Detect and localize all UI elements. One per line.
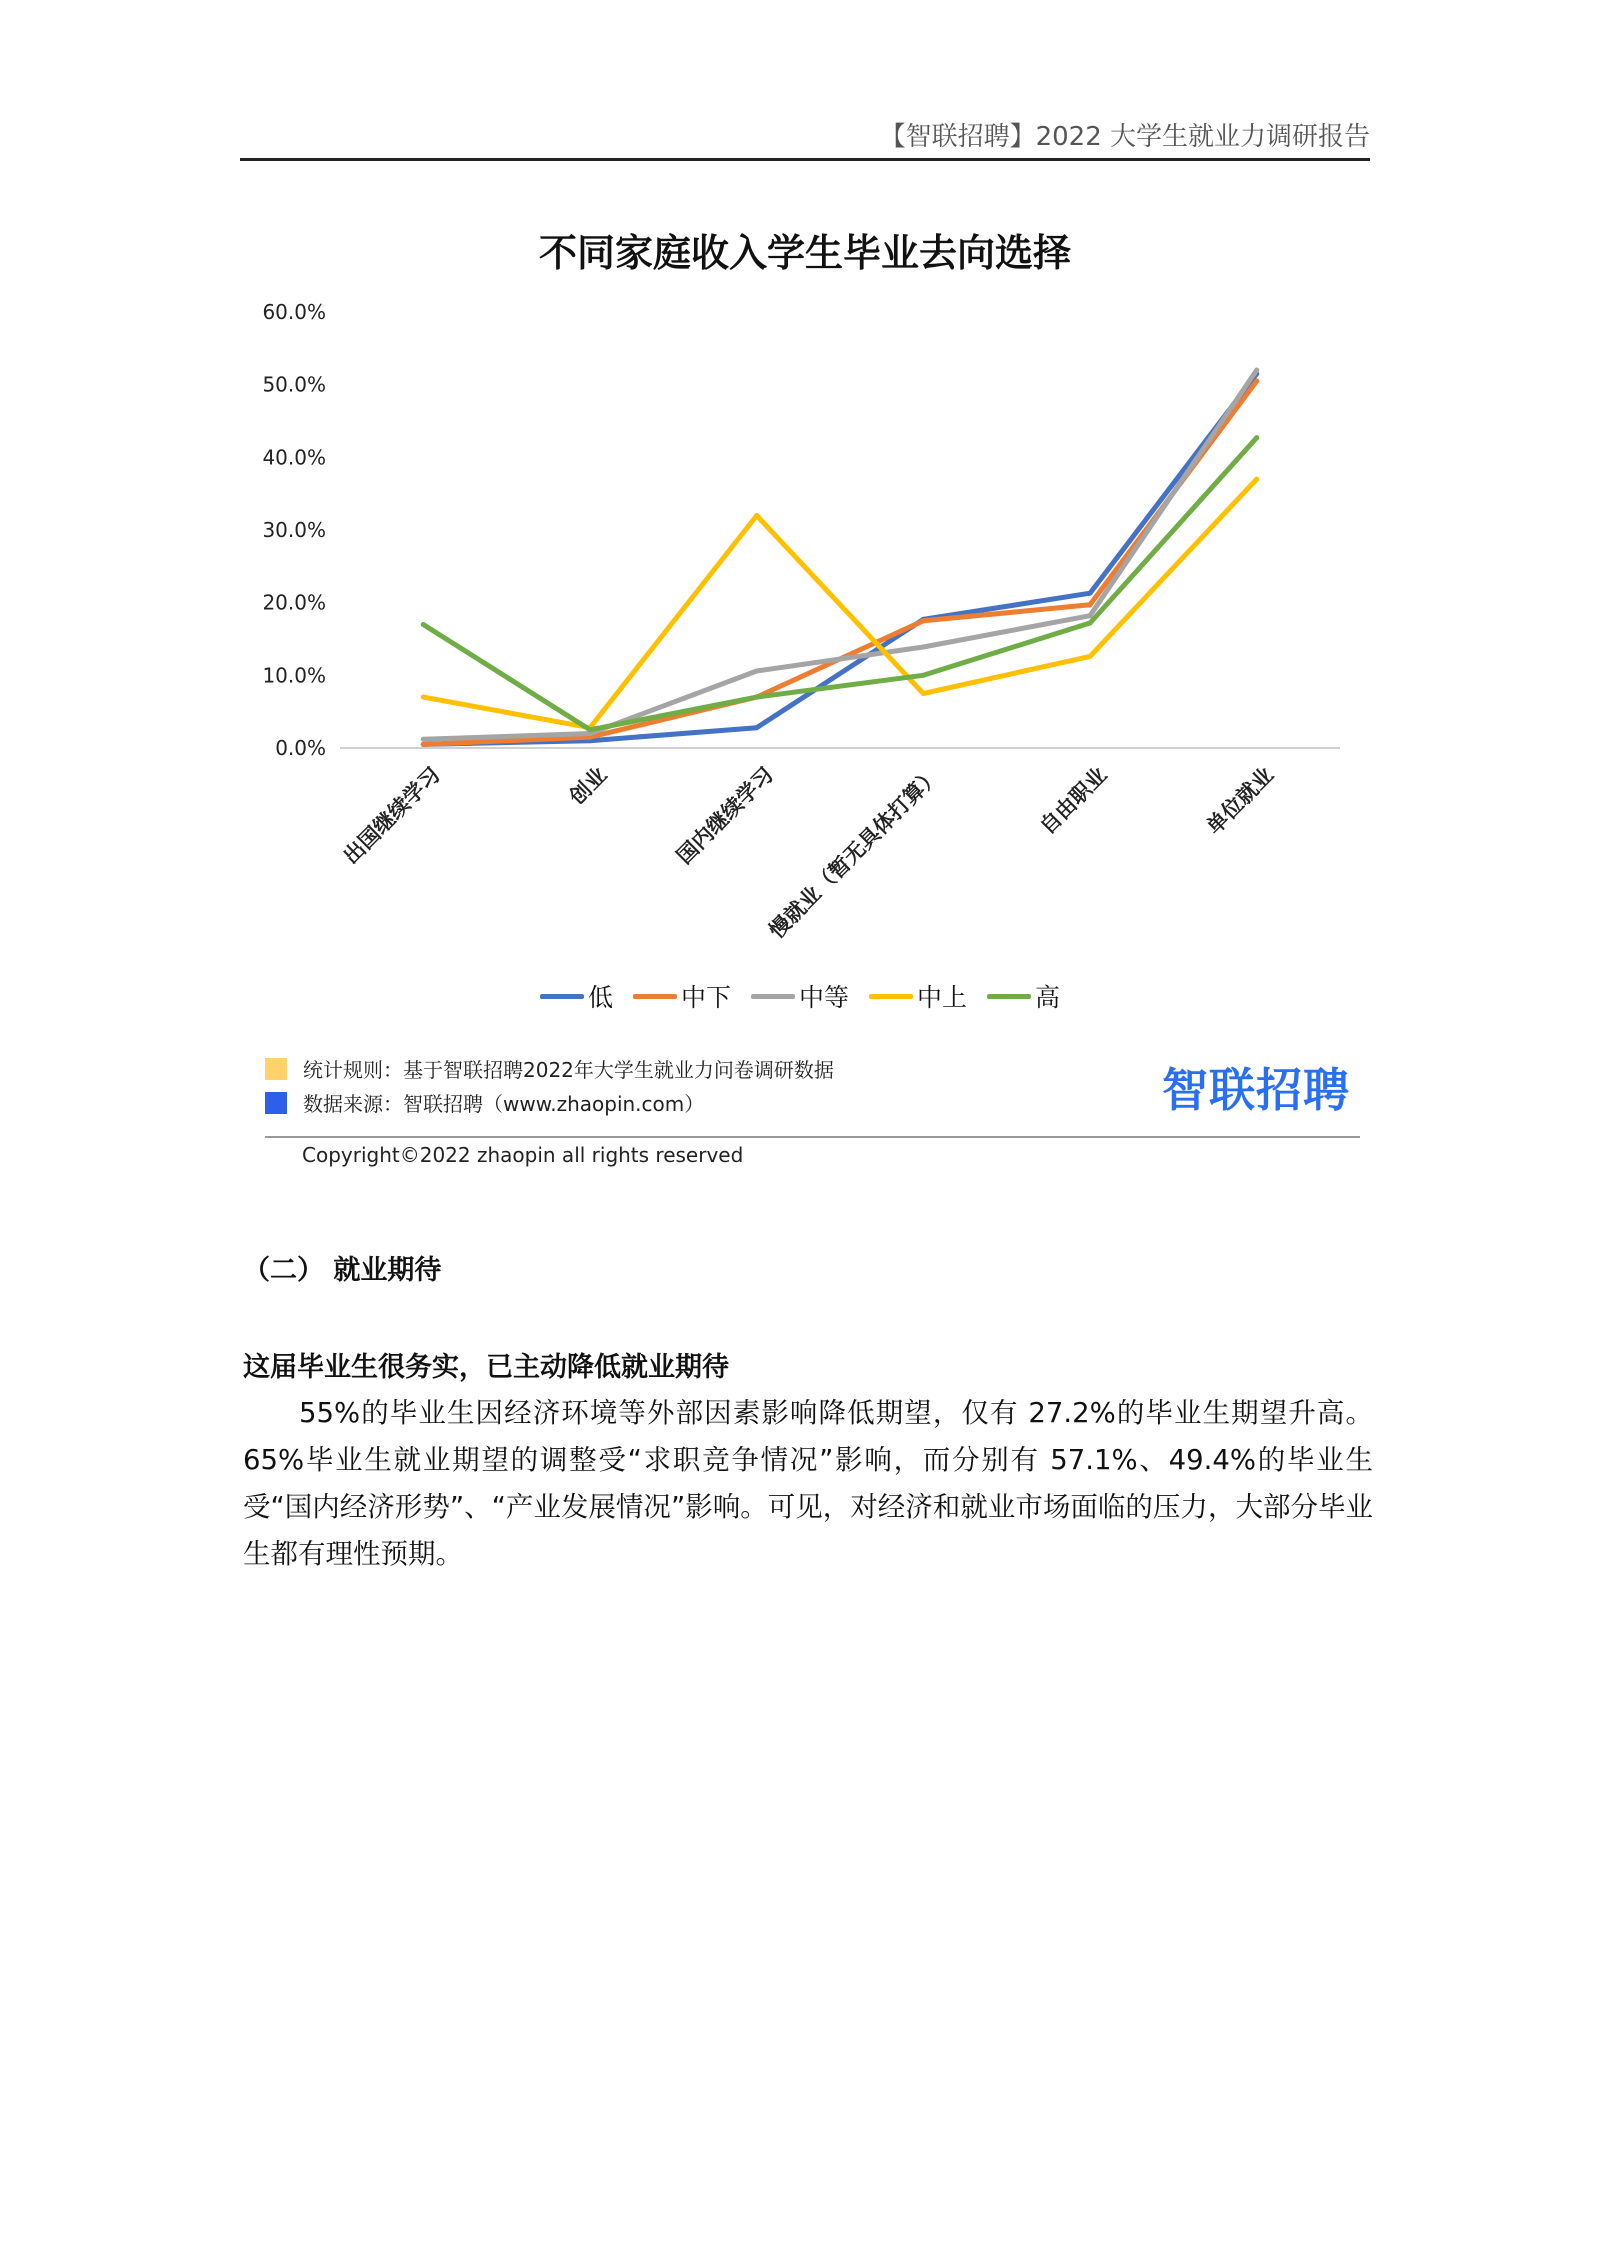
zhaopin-logo: 智联招聘 (1162, 1063, 1350, 1117)
rule-square-icon (265, 1058, 287, 1080)
copyright-text: Copyright©2022 zhaopin all rights reserved (302, 1143, 744, 1167)
data-point (1088, 591, 1093, 596)
series-line-中下 (423, 381, 1256, 744)
x-tick-label: 创业 (564, 762, 612, 810)
data-point (421, 622, 426, 627)
legend-swatch (751, 994, 795, 999)
data-point (1254, 368, 1259, 373)
data-point (921, 644, 926, 649)
data-point (1254, 435, 1259, 440)
data-point (921, 618, 926, 623)
data-point (1088, 602, 1093, 607)
legend-swatch (540, 994, 584, 999)
legend-item (987, 978, 1060, 1014)
note-source-text: 数据来源：智联招聘（www.zhaopin.com） (303, 1092, 705, 1116)
legend-swatch (869, 994, 913, 999)
data-point (421, 737, 426, 742)
legend-item (751, 978, 849, 1014)
section-paragraph: 55%的毕业生因经济环境等外部因素影响降低期望，仅有 27.2%的毕业生期望升高。65%毕业生就业期望的调整受“求职竞争情况”影响，而分别有 57.1%、49.4%的毕业生受“国内经济形势”、“产业发展情况”影响。可见，对经济和就业市场面临的压力，大部分毕业生都有理性预期。 (243, 1397, 1373, 1570)
note-rule-row (265, 1054, 834, 1083)
data-point (754, 513, 759, 518)
x-tick-label: 国内继续学习 (672, 762, 779, 869)
legend-label: 中下 (680, 983, 731, 1012)
legend-item (540, 978, 613, 1014)
note-source-row (265, 1088, 704, 1117)
legend-item (633, 978, 731, 1014)
line-chart (0, 0, 1600, 1000)
y-tick-label: 30.0% (262, 518, 326, 542)
y-tick-label: 20.0% (262, 590, 326, 615)
data-note (265, 1054, 1360, 1134)
legend-label: 中等 (798, 983, 849, 1012)
data-point (421, 695, 426, 700)
note-rule-text: 统计规则：基于智联招聘2022年大学生就业力问卷调研数据 (303, 1058, 834, 1082)
data-point (754, 695, 759, 700)
y-tick-label: 10.0% (262, 663, 326, 688)
data-point (1088, 654, 1093, 659)
y-tick-label: 0.0% (275, 736, 326, 760)
data-point (921, 673, 926, 678)
y-tick-label: 40.0% (262, 445, 326, 470)
chart-title: 不同家庭收入学生毕业去向选择 (538, 231, 1071, 275)
x-tick-label: 出国继续学习 (338, 762, 445, 869)
section-subheading: 这届毕业生很务实，已主动降低就业期待 (243, 1352, 729, 1383)
note-divider (265, 1136, 1360, 1138)
x-tick-label: 自由职业 (1035, 762, 1112, 839)
y-tick-label: 60.0% (262, 300, 326, 324)
data-point (754, 725, 759, 730)
legend-label: 低 (587, 983, 613, 1012)
legend-label: 中上 (917, 983, 968, 1012)
legend-label: 高 (1035, 983, 1061, 1012)
data-point (421, 742, 426, 747)
header-text: 【智联招聘】2022 大学生就业力调研报告 (879, 122, 1370, 152)
source-square-icon (265, 1092, 287, 1114)
data-point (588, 727, 593, 732)
data-point (921, 691, 926, 696)
y-tick-label: 50.0% (262, 372, 326, 397)
series-line-低 (423, 374, 1256, 745)
section-heading: （二） 就业期待 (243, 1255, 442, 1286)
x-tick-label: 慢就业（暂无具体打算） (764, 762, 945, 943)
data-point (1088, 621, 1093, 626)
series-line-中上 (423, 479, 1256, 728)
legend-swatch (633, 994, 677, 999)
legend-item (869, 978, 967, 1014)
legend-swatch (987, 994, 1031, 999)
series-line-高 (423, 438, 1256, 730)
chart-legend (0, 978, 1600, 1014)
x-tick-label: 单位就业 (1201, 762, 1279, 839)
data-point (1254, 477, 1259, 482)
data-point (754, 668, 759, 673)
data-point (1254, 379, 1259, 384)
